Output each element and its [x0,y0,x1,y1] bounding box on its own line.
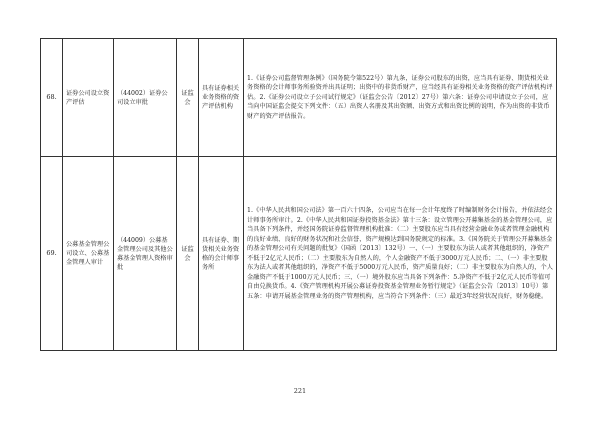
item-name: 公募基金管理公司设立、公募基金管理人审计 [63,157,114,351]
authority: 证监会 [177,157,199,351]
row-number: 69. [41,157,63,351]
approval-item: （44002）证券公司设立审批 [114,39,177,157]
table-row [41,157,557,351]
page-number: 221 [293,387,307,395]
authority: 证监会 [177,39,199,157]
item-name: 证券公司设立资产评估 [63,39,114,157]
item-table [40,38,557,351]
approval-item: （44009）公募基金管理公司及其他公募基金管理人资格审批 [114,157,177,351]
intermediary: 具有证券、期货相关业务资格的会计师事务所 [199,157,244,351]
row-number: 68. [41,39,63,157]
legal-basis: 1.《证券公司监督管理条例》（国务院令第522号）第九条，证券公司股东的出资，应当具有证券、期货相关业务资格的会计师事务所验资并出具证明；出资中的非货币财产，应当经具有证券相关业务资格的资产评估机构评估。2.《证券公司设立子公司试行规定》（证监会公告〔2012〕27号）第六条：证券公司申请设立子公司，应当向中国证监会提交下列文件：（五）出资人名册及其出资额、出资方式和出资比例的说明，作为出资的非货币财产的资产评估报告。 [244,39,557,157]
table-row [41,39,557,157]
intermediary: 具有证券相关业务资格的资产评估机构 [199,39,244,157]
legal-basis: 1.《中华人民共和国公司法》第一百六十四条，公司应当在每一会计年度终了时编制财务会计报告，并依法经会计师事务所审计。2.《中华人民共和国证券投资基金法》第十三条：设立管理公开募集基金的基金管理公司，应当具备下列条件，并经国务院证券监督管理机构批准：（二）主要股东应当具有经营金融业务或者管理金融机构的良好业绩、良好的财务状况和社会信誉，资产规模达到国务院规定的标准。3.《国务院关于管理公开募集基金的基金管理公司有关问题的批复》（国函〔2013〕132号）一、（一）主要股东为法人或者其他组织的，净资产不低于2亿元人民币；（二）主要股东为自然人的，个人金融资产不低于3000万元人民币；二、（一）非主要股东为法人或者其他组织的，净资产不低于5000万元人民币，资产质量良好；（二）非主要股东为自然人的，个人金融资产不低于1000万元人民币；三、（一）境外股东应当具备下列条件：5.净资产不低于2亿元人民币等值可自由兑换货币。4.《资产管理机构开展公募证券投资基金管理业务暂行规定》（证监会公告〔2013〕10号）第五条：申请开展基金管理业务的资产管理机构，应当符合下列条件：（三）最近3年经营状况良好，财务稳健。 [244,157,557,351]
